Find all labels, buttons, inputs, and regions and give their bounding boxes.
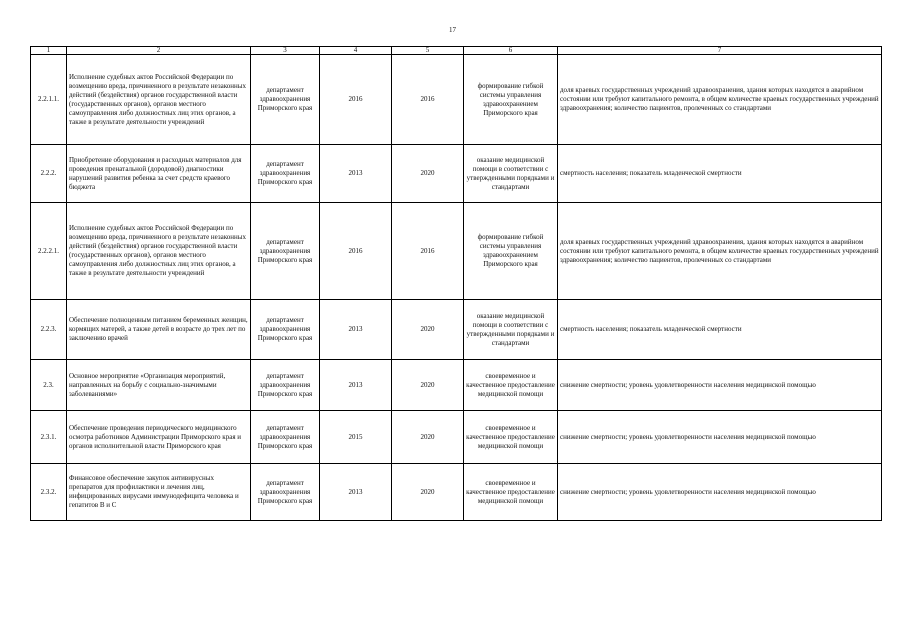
executor: департамент здравоохранения Приморского края xyxy=(251,360,320,411)
expected-result: оказание медицинской помощи в соответствии с утвержденными порядками и стандартами xyxy=(464,300,558,360)
expected-result: формирование гибкой системы управления здравоохранением Приморского края xyxy=(464,55,558,145)
executor: департамент здравоохранения Приморского края xyxy=(251,203,320,300)
header-cell: 6 xyxy=(464,47,558,55)
row-number: 2.2.2.1. xyxy=(31,203,67,300)
start-year: 2016 xyxy=(320,55,392,145)
header-cell: 5 xyxy=(392,47,464,55)
table-row xyxy=(31,145,882,203)
table-row xyxy=(31,300,882,360)
start-year: 2015 xyxy=(320,411,392,464)
measure-name: Обеспечение проведения периодического медицинского осмотра работников Администрации Приморского края и органов исполнительной власти Приморского края xyxy=(67,411,251,464)
indicators: снижение смертности; уровень удовлетворенности населения медицинской помощью xyxy=(558,464,882,521)
header-cell: 7 xyxy=(558,47,882,55)
indicators: доля краевых государственных учреждений здравоохранения, здания которых находятся в аварийном состоянии или требуют капитального ремонта, в общем количестве краевых государственных учреждений здравоохранения; количество пациентов, пролеченных со стандартами xyxy=(558,55,882,145)
table-row xyxy=(31,203,882,300)
row-number: 2.3.2. xyxy=(31,464,67,521)
program-table xyxy=(30,46,882,521)
measure-name: Основное мероприятие «Организация мероприятий, направленных на борьбу с социально-значимыми заболеваниями» xyxy=(67,360,251,411)
end-year: 2020 xyxy=(392,360,464,411)
row-number: 2.2.2. xyxy=(31,145,67,203)
executor: департамент здравоохранения Приморского края xyxy=(251,411,320,464)
measure-name: Исполнение судебных актов Российской Федерации по возмещению вреда, причиненного в результате незаконных действий (бездействия) органов государственной власти (государственных органов), органов местного самоуправления либо должностных лиц этих органов, а также в результате деятельности учреждений xyxy=(67,55,251,145)
start-year: 2013 xyxy=(320,360,392,411)
end-year: 2020 xyxy=(392,300,464,360)
table-row xyxy=(31,464,882,521)
row-number: 2.2.3. xyxy=(31,300,67,360)
executor: департамент здравоохранения Приморского края xyxy=(251,145,320,203)
expected-result: своевременное и качественное предоставление медицинской помощи xyxy=(464,464,558,521)
measure-name: Финансовое обеспечение закупок антивирусных препаратов для профилактики и лечения лиц, инфицированных вирусами иммунодефицита человека и гепатитов В и С xyxy=(67,464,251,521)
table-row xyxy=(31,411,882,464)
expected-result: своевременное и качественное предоставление медицинской помощи xyxy=(464,360,558,411)
header-cell: 1 xyxy=(31,47,67,55)
page-number: 17 xyxy=(449,26,456,34)
end-year: 2020 xyxy=(392,411,464,464)
expected-result: оказание медицинской помощи в соответствии с утвержденными порядками и стандартами xyxy=(464,145,558,203)
indicators: смертность населения; показатель младенческой смертности xyxy=(558,145,882,203)
indicators: снижение смертности; уровень удовлетворенности населения медицинской помощью xyxy=(558,360,882,411)
measure-name: Приобретение оборудования и расходных материалов для проведения пренатальной (дородовой) диагностики нарушений развития ребенка за счет средств краевого бюджета xyxy=(67,145,251,203)
indicators: снижение смертности; уровень удовлетворенности населения медицинской помощью xyxy=(558,411,882,464)
table-row xyxy=(31,55,882,145)
start-year: 2013 xyxy=(320,464,392,521)
expected-result: формирование гибкой системы управления здравоохранением Приморского края xyxy=(464,203,558,300)
row-number: 2.3.1. xyxy=(31,411,67,464)
executor: департамент здравоохранения Приморского края xyxy=(251,55,320,145)
header-row xyxy=(31,47,882,55)
table-row xyxy=(31,360,882,411)
expected-result: своевременное и качественное предоставление медицинской помощи xyxy=(464,411,558,464)
row-number: 2.3. xyxy=(31,360,67,411)
start-year: 2013 xyxy=(320,145,392,203)
measure-name: Обеспечение полноценным питанием беременных женщин, кормящих матерей, а также детей в возрасте до трех лет по заключению врачей xyxy=(67,300,251,360)
start-year: 2016 xyxy=(320,203,392,300)
executor: департамент здравоохранения Приморского края xyxy=(251,300,320,360)
end-year: 2016 xyxy=(392,203,464,300)
indicators: смертность населения; показатель младенческой смертности xyxy=(558,300,882,360)
end-year: 2020 xyxy=(392,145,464,203)
end-year: 2020 xyxy=(392,464,464,521)
header-cell: 3 xyxy=(251,47,320,55)
header-cell: 4 xyxy=(320,47,392,55)
header-cell: 2 xyxy=(67,47,251,55)
indicators: доля краевых государственных учреждений здравоохранения, здания которых находятся в аварийном состоянии или требуют капитального ремонта, в общем количестве краевых государственных учреждений здравоохранения; количество пациентов, пролеченных со стандартами xyxy=(558,203,882,300)
executor: департамент здравоохранения Приморского края xyxy=(251,464,320,521)
end-year: 2016 xyxy=(392,55,464,145)
start-year: 2013 xyxy=(320,300,392,360)
row-number: 2.2.1.1. xyxy=(31,55,67,145)
measure-name: Исполнение судебных актов Российской Федерации по возмещению вреда, причиненного в результате незаконных действий (бездействия) органов государственной власти (государственных органов), органов местного самоуправления либо должностных лиц этих органов, а также в результате деятельности учреждений xyxy=(67,203,251,300)
